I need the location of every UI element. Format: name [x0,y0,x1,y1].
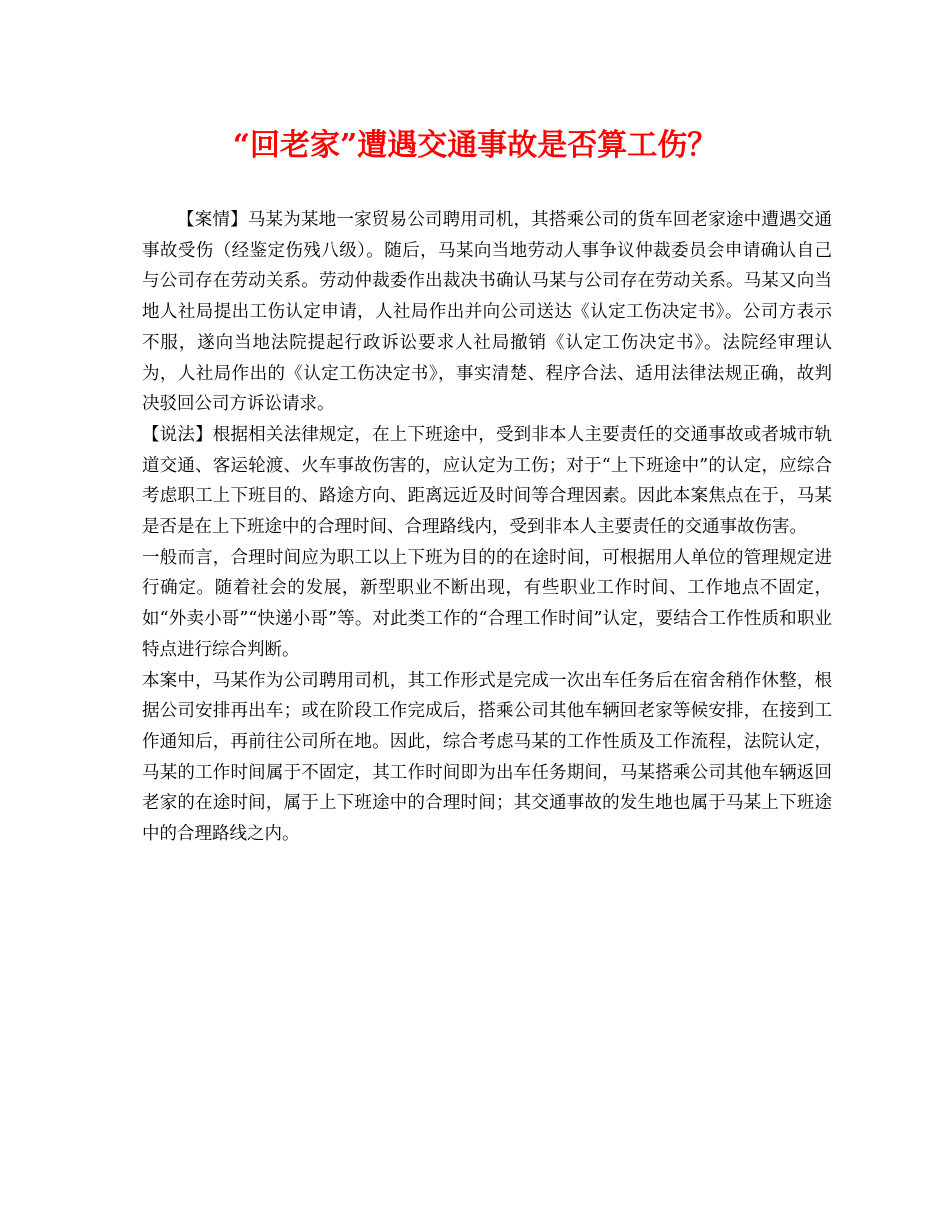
document-body [142,205,832,850]
paragraph-law: 【说法】根据相关法律规定，在上下班途中，受到非本人主要责任的交通事故或者城市轨道交通、客运轮渡、火车事故伤害的，应认定为工伤；对于“上下班途中”的认定，应综合考虑职工上下班目的、路途方向、距离远近及时间等合理因素。因此本案焦点在于，马某是否是在上下班途中的合理时间、合理路线内，受到非本人主要责任的交通事故伤害。 [142,424,832,538]
paragraph-case: 【案情】马某为某地一家贸易公司聘用司机，其搭乘公司的货车回老家途中遭遇交通事故受伤（经鉴定伤残八级）。随后，马某向当地劳动人事争议仲裁委员会申请确认自己与公司存在劳动关系。劳动仲裁委作出裁决书确认马某与公司存在劳动关系。马某又向当地人社局提出工伤认定申请，人社局作出并向公司送达《认定工伤决定书》。公司方表示不服，遂向当地法院提起行政诉讼要求人社局撤销《认定工伤决定书》。法院经审理认为，人社局作出的《认定工伤决定书》，事实清楚、程序合法、适用法律法规正确，故判决驳回公司方诉讼请求。 [142,210,832,415]
page-title: “回老家”遭遇交通事故是否算工伤？ [232,128,718,163]
paragraph-conclusion: 本案中，马某作为公司聘用司机，其工作形式是完成一次出车任务后在宿舍稍作休整，根据公司安排再出车；或在阶段工作完成后，搭乘公司其他车辆回老家等候安排，在接到工作通知后，再前往公司所在地。因此，综合考虑马某的工作性质及工作流程，法院认定，马某的工作时间属于不固定，其工作时间即为出车任务期间，马某搭乘公司其他车辆返回老家的在途时间，属于上下班途中的合理时间；其交通事故的发生地也属于马某上下班途中的合理路线之内。 [142,670,832,845]
paragraph-general: 一般而言，合理时间应为职工以上下班为目的的在途时间，可根据用人单位的管理规定进行确定。随着社会的发展，新型职业不断出现，有些职业工作时间、工作地点不固定，如“外卖小哥”“快递小哥”等。对此类工作的“合理工作时间”认定，要结合工作性质和职业特点进行综合判断。 [142,547,832,660]
